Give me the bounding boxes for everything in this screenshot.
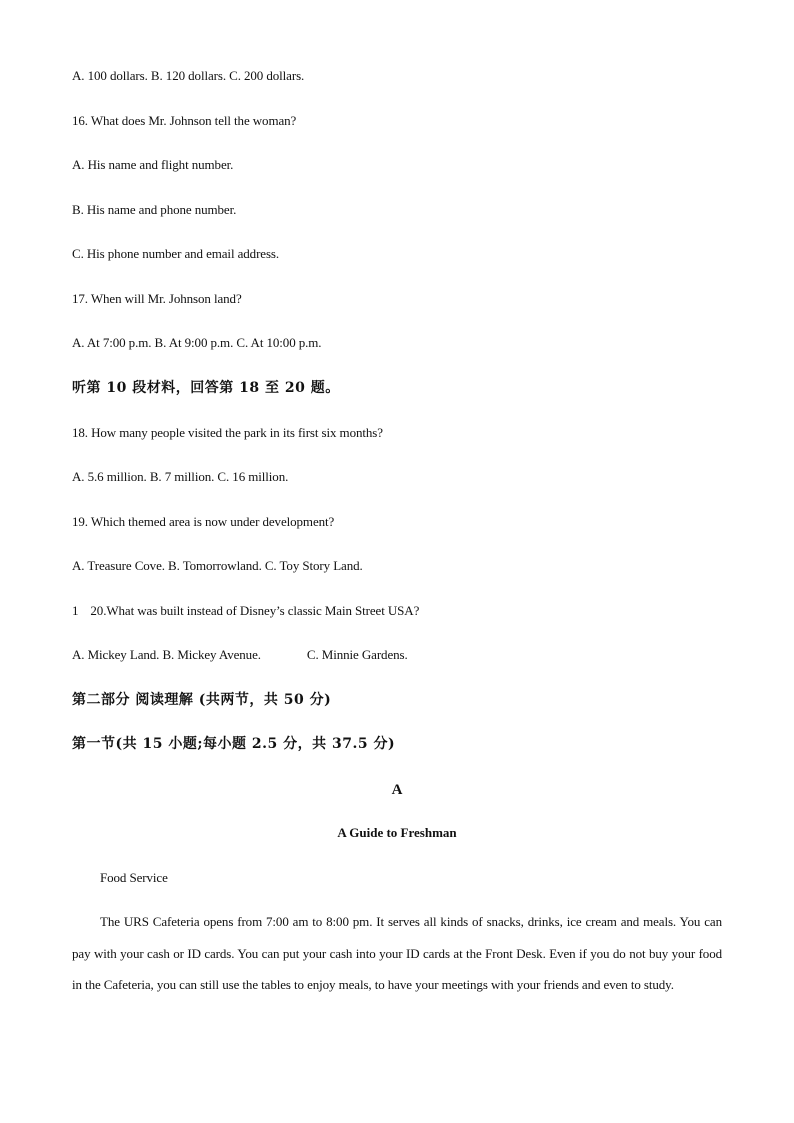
q15-options: A. 100 dollars. B. 120 dollars. C. 200 dollars.: [72, 68, 305, 83]
section-1-heading: 第一节(共 15 小题;每小题 2.5 分，共 37.5 分): [72, 736, 396, 752]
question-19: 19. Which themed area is now under development?: [72, 514, 335, 529]
question-20-line: [72, 603, 419, 619]
q16-option-a: A. His name and flight number.: [72, 157, 234, 172]
q19-options: A. Treasure Cove. B. Tomorrowland. C. Toy Story Land.: [72, 558, 363, 573]
passage-letter: A: [391, 782, 403, 798]
passage-paragraph: The URS Cafeteria opens from 7:00 am to 8:00 pm. It serves all kinds of snacks, drinks, ice cream and meals. You can pay with your cash or ID cards. You can put your cash into your ID cards at the Front Desk. Even if you do not buy your food in the Cafeteria, you can still use the tables to enjoy meals, to have your meetings with your friends and even to study.: [72, 914, 722, 992]
question-17: 17. When will Mr. Johnson land?: [72, 291, 242, 306]
q17-options: A. At 7:00 p.m. B. At 9:00 p.m. C. At 10:00 p.m.: [72, 335, 322, 350]
q20-option-c: C. Minnie Gardens.: [306, 647, 408, 662]
passage-subheading: Food Service: [100, 870, 168, 885]
q20-options-line: [72, 647, 408, 663]
q16-option-c: C. His phone number and email address.: [72, 246, 280, 261]
q16-option-b: B. His name and phone number.: [72, 202, 237, 217]
question-18: 18. How many people visited the park in its first six months?: [72, 425, 383, 440]
question-20: 20.What was built instead of Disney’s classic Main Street USA?: [90, 603, 420, 618]
section-10-heading: 听第 10 段材料，回答第 18 至 20 题。: [72, 380, 340, 396]
q20-options-ab: A. Mickey Land. B. Mickey Avenue.: [72, 647, 261, 662]
question-16: 16. What does Mr. Johnson tell the woman?: [72, 113, 297, 128]
passage-title: A Guide to Freshman: [337, 825, 457, 840]
part-2-heading: 第二部分 阅读理解 (共两节，共 50 分): [72, 692, 332, 708]
question-20-prefix: 1: [72, 603, 79, 618]
q18-options: A. 5.6 million. B. 7 million. C. 16 million.: [72, 469, 289, 484]
